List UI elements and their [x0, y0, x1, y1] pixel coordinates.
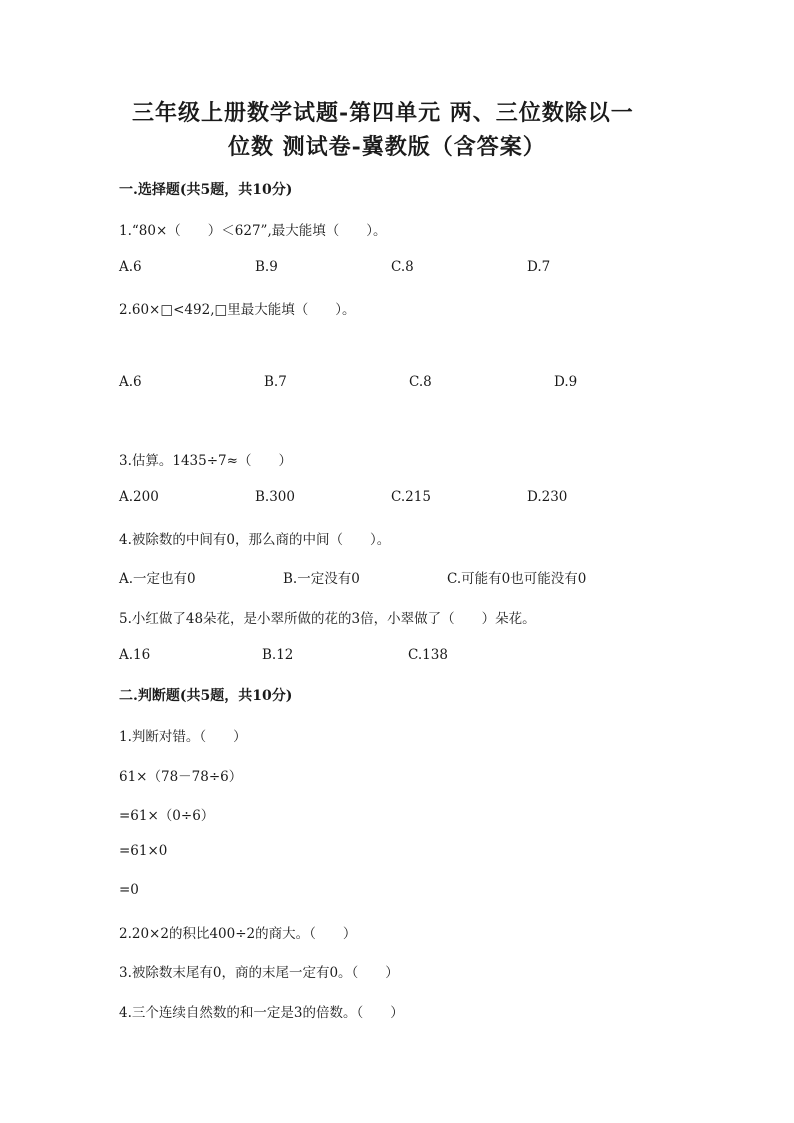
question-3: 3.估算。1435÷7≈（ ）: [119, 453, 292, 469]
q2-option-c: C.8: [409, 374, 432, 390]
q4-option-a: A.一定也有0: [119, 571, 196, 587]
judgement-question-4: 4.三个连续自然数的和一定是3的倍数。（ ）: [119, 1005, 404, 1021]
q5-option-a: A.16: [119, 647, 151, 663]
section-heading-judgement: 二.判断题(共5题，共10分): [119, 688, 293, 704]
page-title-line1: 三年级上册数学试题-第四单元 两、三位数除以一: [132, 100, 634, 126]
q4-option-c: C.可能有0也可能没有0: [447, 571, 587, 587]
question-5: 5.小红做了48朵花，是小翠所做的花的3倍，小翠做了（ ）朵花。: [119, 611, 536, 627]
calc-line-4: =0: [119, 882, 139, 898]
page-title-line2: 位数 测试卷-冀教版（含答案）: [228, 134, 546, 160]
question-1: 1.“80×（ ）＜627”,最大能填（ ）。: [119, 223, 387, 239]
q3-option-d: D.230: [527, 489, 568, 505]
q5-option-b: B.12: [262, 647, 294, 663]
q2-option-a: A.6: [119, 374, 142, 390]
calc-line-3: =61×0: [119, 843, 168, 859]
q1-option-a: A.6: [119, 259, 142, 275]
judgement-question-2: 2.20×2的积比400÷2的商大。（ ）: [119, 926, 357, 942]
judgement-question-3: 3.被除数末尾有0，商的末尾一定有0。（ ）: [119, 965, 399, 981]
calc-line-1: 61×（78－78÷6）: [119, 769, 243, 785]
q3-option-a: A.200: [119, 489, 159, 505]
calc-line-2: =61×（0÷6）: [119, 808, 215, 824]
q3-option-c: C.215: [391, 489, 431, 505]
q2-option-d: D.9: [554, 374, 578, 390]
q1-option-b: B.9: [255, 259, 278, 275]
q2-option-b: B.7: [264, 374, 287, 390]
question-2: 2.60×□<492,□里最大能填（ ）。: [119, 302, 356, 318]
q5-option-c: C.138: [408, 647, 448, 663]
judgement-question-1: 1.判断对错。（ ）: [119, 729, 247, 745]
q1-option-d: D.7: [527, 259, 551, 275]
q4-option-b: B.一定没有0: [283, 571, 360, 587]
section-heading-choice: 一.选择题(共5题，共10分): [119, 182, 293, 198]
q3-option-b: B.300: [255, 489, 295, 505]
q1-option-c: C.8: [391, 259, 414, 275]
question-4: 4.被除数的中间有0，那么商的中间（ ）。: [119, 532, 391, 548]
